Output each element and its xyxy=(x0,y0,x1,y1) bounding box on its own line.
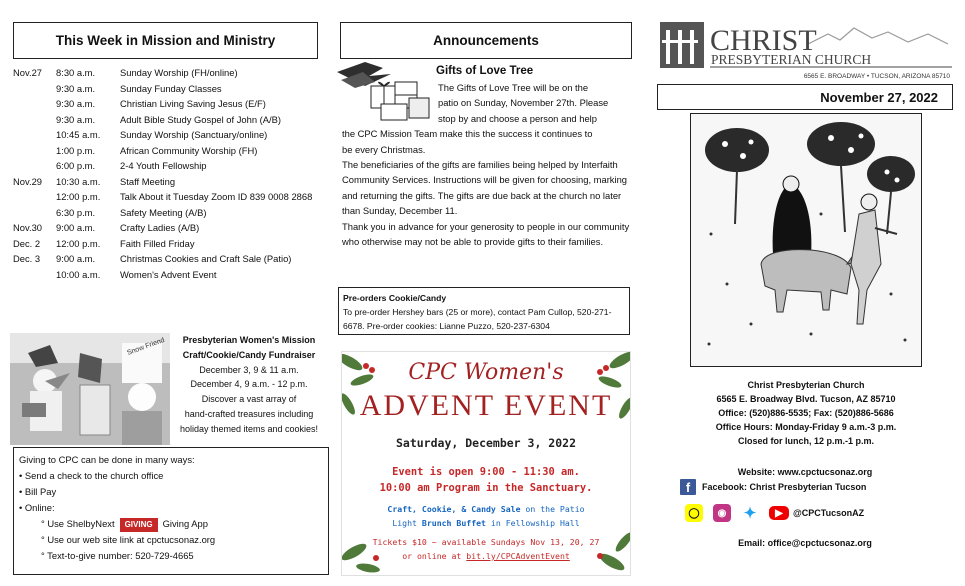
advent-program-line: 10:00 am Program in the Sanctuary. xyxy=(379,482,593,494)
schedule-event: Crafty Ladies (A/B) xyxy=(120,222,200,233)
church-lunch: Closed for lunch, 12 p.m.-1 p.m. xyxy=(737,436,875,446)
logo-address: 6565 E. BROADWAY • TUCSON, ARIZONA 85710 xyxy=(803,73,950,80)
advent-flyer xyxy=(341,351,631,576)
advent-tickets xyxy=(342,535,630,563)
fundraiser-title: Presbyterian Women's Mission xyxy=(182,335,316,345)
photo-caption: Snow Friend xyxy=(126,336,166,357)
church-logo xyxy=(658,20,952,82)
schedule-row xyxy=(13,267,333,283)
schedule-time: 10:30 a.m. xyxy=(56,175,101,187)
gifts-paragraph: The beneficiaries of the gifts are families being helped by Interfaith Community Services. Instructions will be given for choosing, marking and returning the gifts. The gifts are due back at the church no later than Sunday, December 11. xyxy=(342,159,628,217)
schedule-row xyxy=(13,251,333,267)
giving-logo: GIVING xyxy=(120,518,158,532)
schedule-row xyxy=(13,112,333,128)
gifts-line: patio on Sunday, November 27th. Please xyxy=(438,97,609,109)
gifts-title: Gifts of Love Tree xyxy=(436,65,534,77)
schedule-row xyxy=(13,220,333,236)
advent-online-pre: or online at xyxy=(402,551,467,561)
giving-subitem: ° Text-to-give number: 520-729-4665 xyxy=(41,550,194,561)
schedule-time: 9:30 a.m. xyxy=(56,82,96,94)
gifts-line: be every Christmas. xyxy=(342,143,426,155)
preorder-box xyxy=(338,287,630,335)
schedule-date: Dec. 2 xyxy=(13,237,41,249)
logo-main: CHRIST xyxy=(710,24,817,57)
schedule-event: Safety Meeting (A/B) xyxy=(120,206,207,218)
schedule-row xyxy=(13,158,333,174)
fundraiser-notice xyxy=(170,333,328,437)
schedule-event: Sunday Worship (FH/online) xyxy=(120,67,238,78)
giving-app-label: Giving App xyxy=(162,518,208,529)
schedule-time: 6:00 p.m. xyxy=(56,160,96,171)
schedule-time: 8:30 a.m. xyxy=(56,67,96,78)
facebook-row[interactable] xyxy=(680,478,866,496)
schedule-row xyxy=(13,189,333,205)
gifts-line: the CPC Mission Team make this the success it continues to xyxy=(342,128,593,140)
schedule-event: Staff Meeting xyxy=(120,175,176,187)
advent-tickets-line: Tickets $10 ~ available Sundays Nov 13, 20, 27 xyxy=(372,537,600,547)
schedule-date: Nov.27 xyxy=(13,67,43,78)
schedule-time: 9:30 a.m. xyxy=(56,98,96,109)
schedule-row xyxy=(13,127,333,143)
church-email[interactable]: Email: office@cpctucsonaz.org xyxy=(738,538,872,548)
giving-box xyxy=(13,447,329,575)
preorder-text: To pre-order Hershey bars (25 or more), contact Pam Cullop, 520-271-6678. Pre-order cookies: Lianne Puzzo, 520-237-6304 xyxy=(343,307,612,331)
schedule-event: Faith Filled Friday xyxy=(120,237,195,249)
advent-brunch-pre: Light xyxy=(392,518,422,528)
advent-details xyxy=(342,502,630,530)
schedule-list xyxy=(13,65,333,282)
schedule-date: Nov.30 xyxy=(13,222,43,233)
advent-title: ADVENT EVENT xyxy=(359,389,613,422)
fundraiser-line: holiday themed items and cookies! xyxy=(179,423,319,434)
giving-item: • Bill Pay xyxy=(19,486,57,497)
flight-to-egypt-drawing xyxy=(690,113,922,367)
facebook-icon[interactable]: f xyxy=(680,479,696,495)
schedule-time: 9:30 a.m. xyxy=(56,113,96,125)
advent-date: Saturday, December 3, 2022 xyxy=(395,436,576,450)
advent-craft-highlight: Craft, Cookie, & Candy Sale xyxy=(387,504,521,514)
gifts-paragraph: Thank you in advance for your generosity to people in our community who otherwise may not be able to provide gifts to their families. xyxy=(342,220,630,248)
church-contact xyxy=(690,378,922,448)
youtube-icon[interactable]: ▶ xyxy=(769,506,789,520)
giving-item: • Send a check to the church office xyxy=(19,470,164,481)
schedule-event: Adult Bible Study Gospel of John (A/B) xyxy=(120,113,282,125)
fundraiser-line: hand-crafted treasures including xyxy=(184,408,314,419)
schedule-time: 12:00 p.m. xyxy=(56,237,101,249)
snapchat-icon[interactable]: ◯ xyxy=(685,504,703,522)
advent-craft-rest: on the Patio xyxy=(520,504,585,514)
mission-header: This Week in Mission and Ministry xyxy=(13,22,318,59)
schedule-event: 2-4 Youth Fellowship xyxy=(120,160,207,171)
church-website[interactable]: Website: www.cpctucsonaz.org xyxy=(737,467,873,477)
schedule-time: 9:00 a.m. xyxy=(56,222,96,233)
advent-brunch-post: in Fellowship Hall xyxy=(486,518,580,528)
fundraiser-line: December 4, 9 a.m. - 12 p.m. xyxy=(190,379,308,390)
advent-script-title: CPC Women's xyxy=(408,360,564,385)
schedule-event: Women's Advent Event xyxy=(120,268,217,280)
advent-brunch-highlight: Brunch Buffet xyxy=(421,518,486,528)
church-address: 6565 E. Broadway Blvd. Tucson, AZ 85710 xyxy=(716,394,896,404)
social-handle: @CPCTucsonAZ xyxy=(793,508,865,518)
schedule-time: 6:30 p.m. xyxy=(56,206,96,218)
schedule-time: 10:00 a.m. xyxy=(56,268,101,280)
church-hours: Office Hours: Monday-Friday 9 a.m.-3 p.m. xyxy=(715,422,897,432)
fundraiser-line: December 3, 9 & 11 a.m. xyxy=(199,364,299,375)
schedule-time: 10:45 a.m. xyxy=(56,129,101,140)
gifts-line: stop by and choose a person and help xyxy=(438,112,597,124)
schedule-event: Sunday Worship (Sanctuary/online) xyxy=(120,129,268,140)
logo-sub: PRESBYTERIAN CHURCH xyxy=(711,52,872,67)
announcements-header: Announcements xyxy=(340,22,632,59)
schedule-time: 9:00 a.m. xyxy=(56,253,96,264)
instagram-icon[interactable]: ◉ xyxy=(713,504,731,522)
schedule-time: 12:00 p.m. xyxy=(56,191,101,202)
fundraiser-subtitle: Craft/Cookie/Candy Fundraiser xyxy=(182,349,316,360)
bulletin-date: November 27, 2022 xyxy=(657,84,953,110)
schedule-row xyxy=(13,143,333,159)
gifts-line: The Gifts of Love Tree will be on the xyxy=(438,82,589,93)
advent-ticket-link[interactable]: bit.ly/CPCAdventEvent xyxy=(466,551,570,561)
giving-item: • Online: xyxy=(19,502,55,513)
schedule-row xyxy=(13,65,333,81)
schedule-row xyxy=(13,205,333,221)
giving-app-text: ° Use ShelbyNext xyxy=(41,518,115,529)
gifts-text xyxy=(342,80,634,249)
twitter-icon[interactable]: ✦ xyxy=(741,504,759,522)
giving-intro: Giving to CPC can be done in many ways: xyxy=(19,454,195,465)
church-phone: Office: (520)886-5535; Fax: (520)886-5686 xyxy=(718,408,894,418)
schedule-event: Sunday Funday Classes xyxy=(120,82,222,94)
fundraiser-line: Discover a vast array of xyxy=(201,394,297,405)
church-name: Christ Presbyterian Church xyxy=(747,380,865,390)
schedule-row xyxy=(13,81,333,97)
preorder-title: Pre-orders Cookie/Candy xyxy=(343,293,447,303)
craft-sale-photo xyxy=(10,333,170,445)
schedule-event: Talk About it Tuesday Zoom ID 839 0008 2868 xyxy=(120,191,313,202)
schedule-row xyxy=(13,174,333,190)
schedule-event: Christian Living Saving Jesus (E/F) xyxy=(120,98,266,109)
schedule-time: 1:00 p.m. xyxy=(56,144,96,156)
schedule-date: Nov.29 xyxy=(13,175,43,187)
social-row xyxy=(685,502,864,524)
schedule-event: African Community Worship (FH) xyxy=(120,144,258,156)
advent-open-line: Event is open 9:00 - 11:30 am. xyxy=(392,466,580,478)
giving-subitem xyxy=(19,516,323,532)
schedule-row xyxy=(13,96,333,112)
schedule-event: Christmas Cookies and Craft Sale (Patio) xyxy=(120,253,292,264)
giving-subitem: ° Use our web site link at cpctucsonaz.org xyxy=(41,534,216,545)
schedule-date: Dec. 3 xyxy=(13,253,41,264)
facebook-label: Facebook: Christ Presbyterian Tucson xyxy=(702,482,867,492)
schedule-row xyxy=(13,236,333,252)
advent-times xyxy=(342,464,630,496)
